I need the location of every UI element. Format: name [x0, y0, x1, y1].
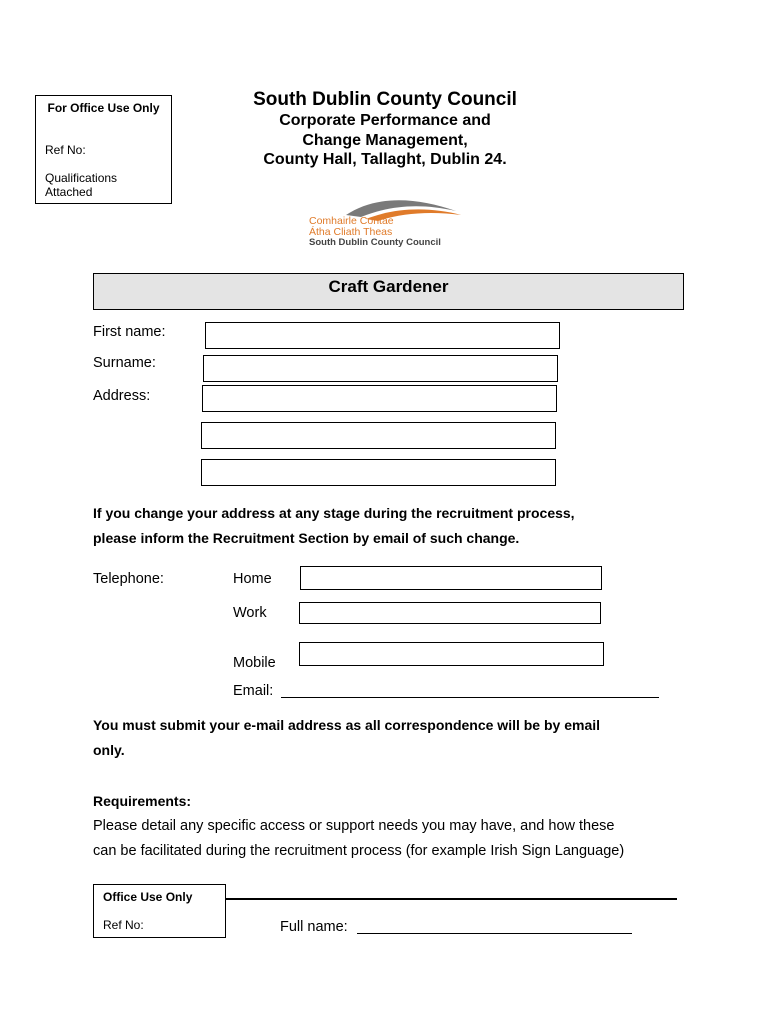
logo-irish-line-1: Comhairle Contae [309, 215, 394, 227]
mobile-phone-input[interactable] [299, 642, 604, 666]
footer-divider [226, 898, 677, 900]
logo-irish-line-2: Átha Cliath Theas [309, 226, 393, 238]
requirements-line-2: can be facilitated during the recruitment process (for example Irish Sign Language) [93, 843, 625, 859]
requirements-heading: Requirements: [93, 793, 192, 809]
footer-office-use-box [93, 884, 226, 938]
job-title: Craft Gardener [93, 273, 684, 310]
address-input-line-1[interactable] [202, 385, 557, 412]
work-phone-label: Work [233, 605, 267, 621]
address-label: Address: [93, 388, 151, 404]
email-input-line[interactable] [281, 697, 659, 698]
requirements-text [93, 814, 693, 864]
office-use-heading: For Office Use Only [47, 101, 160, 115]
footer-ref-label: Ref No: [103, 918, 144, 932]
telephone-label: Telephone: [93, 571, 164, 587]
work-phone-input[interactable] [299, 602, 601, 624]
office-ref-label: Ref No: [45, 143, 86, 157]
address-input-line-3[interactable] [201, 459, 556, 486]
address-change-notice [93, 501, 683, 551]
footer-office-heading: Office Use Only [103, 890, 193, 904]
email-notice-line-1: You must submit your e-mail address as all correspondence will be by email [93, 717, 601, 733]
qualifications-label: Qualifications Attached [45, 171, 118, 199]
address-input-line-2[interactable] [201, 422, 556, 449]
first-name-label: First name: [93, 324, 166, 340]
office-use-box [35, 95, 172, 204]
organisation-name: South Dublin County Council [253, 89, 517, 110]
mobile-phone-label: Mobile [233, 655, 276, 671]
full-name-input-line[interactable] [357, 933, 632, 934]
department-line-2: Change Management, [302, 131, 468, 149]
address-line: County Hall, Tallaght, Dublin 24. [263, 151, 507, 168]
home-phone-input[interactable] [300, 566, 602, 590]
organisation-address [200, 111, 570, 170]
home-phone-label: Home [233, 571, 272, 587]
email-notice [93, 713, 683, 763]
email-label: Email: [233, 683, 274, 699]
surname-input[interactable] [203, 355, 558, 382]
logo-english-name: South Dublin County Council [309, 237, 441, 248]
address-notice-line-1: If you change your address at any stage during the recruitment process, [93, 505, 575, 521]
first-name-input[interactable] [205, 322, 560, 349]
full-name-label: Full name: [280, 919, 348, 935]
surname-label: Surname: [93, 355, 156, 371]
council-logo [306, 193, 466, 251]
email-notice-line-2: only. [93, 742, 125, 758]
department-line-1: Corporate Performance and [279, 112, 491, 129]
address-notice-line-2: please inform the Recruitment Section by email of such change. [93, 530, 520, 546]
requirements-line-1: Please detail any specific access or support needs you may have, and how these [93, 818, 615, 834]
